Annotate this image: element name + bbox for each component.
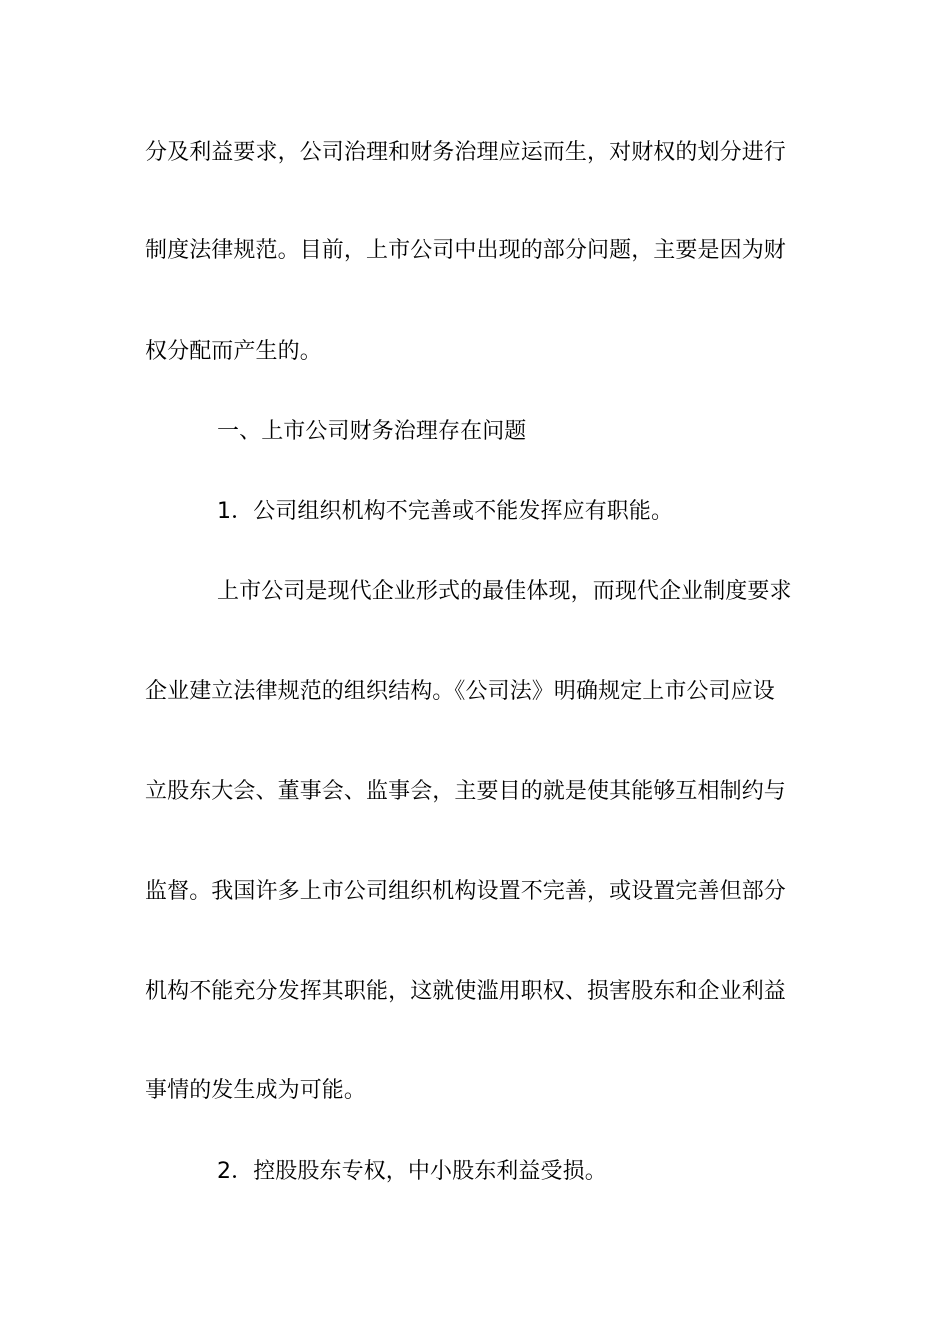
section-heading: 一、上市公司财务治理存在问题 — [217, 419, 527, 444]
paragraph-line: 制度法律规范。目前，上市公司中出现的部分问题，主要是因为财 — [145, 238, 786, 263]
paragraph-line: 事情的发生成为可能。 — [145, 1078, 367, 1103]
paragraph-line: 上市公司是现代企业形式的最佳体现，而现代企业制度要求 — [217, 579, 792, 604]
subsection-heading: 1．公司组织机构不完善或不能发挥应有职能。 — [217, 499, 674, 524]
paragraph-line: 立股东大会、董事会、监事会，主要目的就是使其能够互相制约与 — [145, 779, 786, 804]
paragraph-line: 企业建立法律规范的组织结构。《公司法》明确规定上市公司应设 — [145, 679, 775, 704]
paragraph-line: 监督。我国许多上市公司组织机构设置不完善，或设置完善但部分 — [145, 879, 786, 904]
subsection-heading: 2．控股股东专权，中小股东利益受损。 — [217, 1159, 607, 1184]
paragraph-line: 分及利益要求，公司治理和财务治理应运而生，对财权的划分进行 — [145, 140, 786, 165]
paragraph-line: 权分配而产生的。 — [145, 339, 322, 364]
paragraph-line: 机构不能充分发挥其职能，这就使滥用职权、损害股东和企业利益 — [145, 979, 786, 1004]
